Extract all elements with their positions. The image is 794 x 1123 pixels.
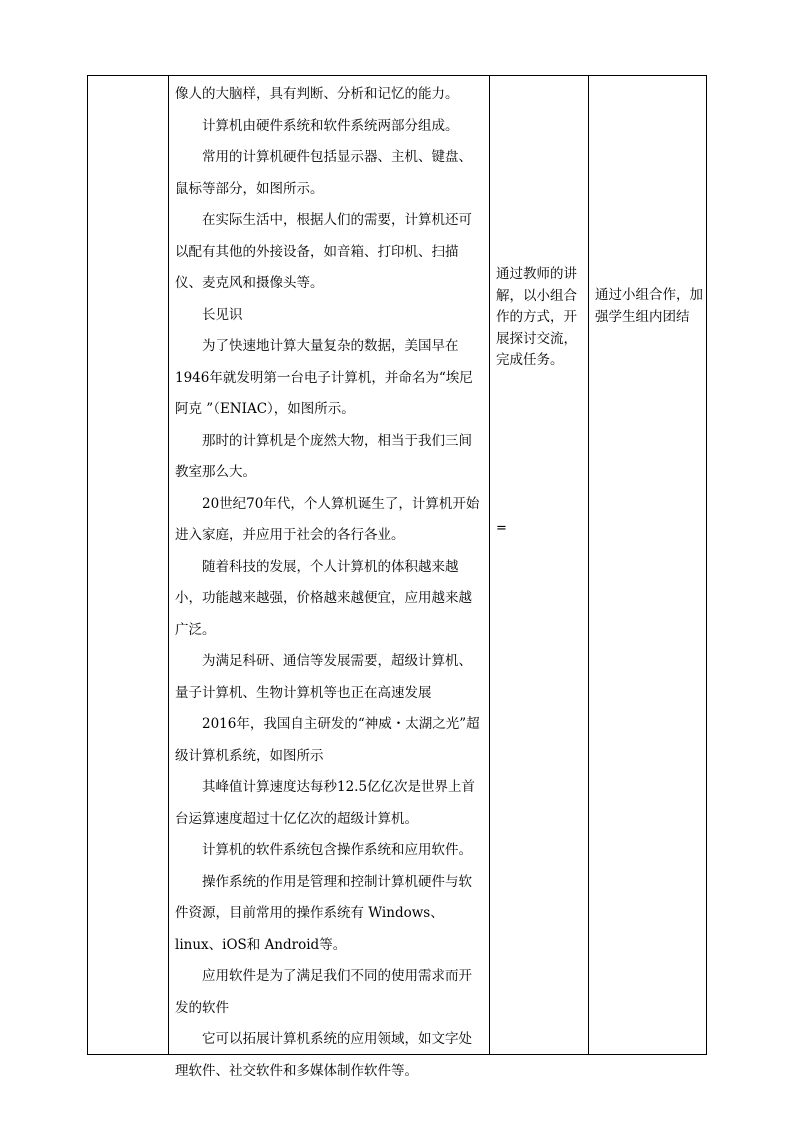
lesson-table: [87, 75, 707, 1079]
content-paragraph: 操作系统的作用是管理和控制计算机硬件与软件资源，目前常用的操作系统有 Windows、linux、iOS和 Android等。: [175, 873, 472, 953]
design-purpose-cell: [589, 76, 708, 1054]
content-paragraph: 应用软件是为了满足我们不同的使用需求而开发的软件: [175, 968, 472, 1016]
content-paragraph: 像人的大脑样，具有判断、分析和记忆的能力。: [175, 86, 459, 102]
content-paragraph: 为满足科研、通信等发展需要，超级计算机、量子计算机、生物计算机等也正在高速发展: [175, 653, 472, 701]
empty-cell: [88, 76, 168, 1054]
content-paragraph: 它可以拓展计算机系统的应用领域，如文字处理软件、社交软件和多媒体制作软件等。: [175, 1031, 472, 1079]
content-paragraph: 2016年，我国自主研发的“神威・太湖之光”超级计算机系统，如图所示: [175, 716, 480, 764]
lesson-content-cell: [169, 76, 490, 1079]
content-paragraph: 那时的计算机是个庞然大物，相当于我们三间教室那么大。: [175, 432, 472, 480]
content-paragraph: 长见识: [202, 306, 243, 323]
content-paragraph: 常用的计算机硬件包括显示器、主机、键盘、鼠标等部分，如图所示。: [175, 149, 472, 197]
design-purpose-text: 通过小组合作，加强学生组内团结: [595, 287, 703, 325]
content-paragraph: 计算机的软件系统包含操作系统和应用软件。: [202, 842, 472, 858]
content-paragraph: 计算机由硬件系统和软件系统两部分组成。: [202, 117, 459, 134]
content-paragraph: 随着科技的发展，个人计算机的体积越来越小，功能越来越强，价格越来越便宜，应用越来越广泛。: [175, 558, 472, 638]
content-paragraph: 20世纪70年代，个人算机诞生了，计算机开始进入家庭，并应用于社会的各行各业。: [175, 495, 480, 543]
teaching-method-cell: [490, 76, 589, 1054]
equals-mark: =: [496, 520, 507, 536]
teaching-method-text: 通过教师的讲解，以小组合作的方式，开展探讨交流，完成任务。: [496, 266, 577, 368]
content-paragraph: 为了快速地计算大量复杂的数据，美国早在1946年就发明第一台电子计算机，并命名为“埃尼阿克 ”（ENIAC），如图所示。: [175, 338, 473, 417]
content-paragraph: 在实际生活中，根据人们的需要，计算机还可以配有其他的外接设备，如音箱、打印机、扫描仪、麦克风和摄像头等。: [175, 212, 472, 291]
content-paragraph: 其峰值计算速度达每秒12.5亿亿次是世界上首台运算速度超过十亿亿次的超级计算机。: [175, 779, 476, 827]
